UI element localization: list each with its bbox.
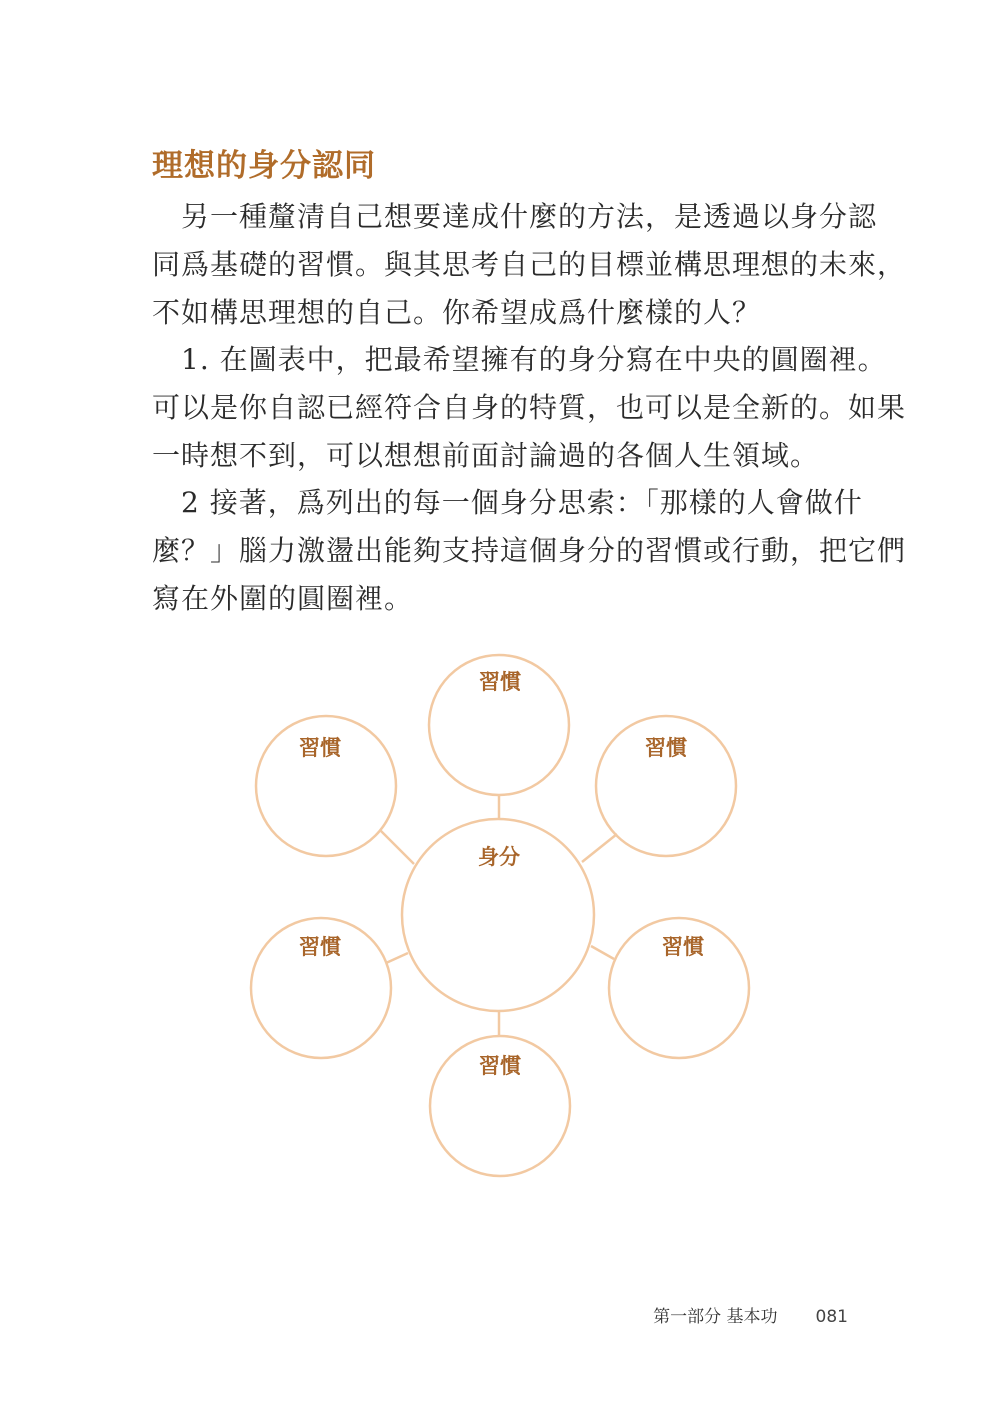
connector-line — [380, 830, 414, 864]
page-footer — [653, 1302, 848, 1327]
habit-label: 習慣 — [299, 736, 341, 760]
paragraph-step-2 — [152, 479, 907, 623]
text-line: 麼？」腦力激盪出能夠支持這個身分的習慣或行動，把它們 — [152, 534, 907, 567]
text-line: 寫在外圍的圓圈裡。 — [152, 582, 414, 615]
paragraph-intro — [152, 193, 907, 337]
habit-label: 習慣 — [299, 935, 341, 959]
footer-section: 第一部分 基本功 — [653, 1307, 778, 1327]
connector-line — [386, 953, 408, 963]
habit-label: 習慣 — [479, 670, 521, 694]
habit-label: 習慣 — [662, 935, 704, 959]
paragraph-step-1 — [152, 336, 907, 480]
habit-label: 習慣 — [479, 1054, 521, 1078]
text-line: 2 接著，爲列出的每一個身分思索：「那樣的人會做什 — [152, 486, 863, 519]
text-line: 可以是你自認已經符合自身的特質，也可以是全新的。如果 — [152, 391, 907, 424]
identity-habits-diagram — [0, 640, 1000, 1200]
text-line: 不如構思理想的自己。你希望成爲什麼樣的人？ — [152, 296, 762, 329]
page-number: 081 — [815, 1307, 848, 1327]
connector-line — [591, 946, 614, 959]
text-line: 一時想不到，可以想想前面討論過的各個人生領域。 — [152, 439, 820, 472]
section-title: 理想的身分認同 — [152, 148, 376, 184]
identity-label: 身分 — [478, 845, 520, 869]
habit-label: 習慣 — [645, 736, 687, 760]
text-line: 另一種釐清自己想要達成什麼的方法，是透過以身分認 — [152, 200, 878, 233]
text-line: 1. 在圖表中，把最希望擁有的身分寫在中央的圓圈裡。 — [152, 343, 887, 376]
connector-line — [582, 834, 617, 862]
text-line: 同爲基礎的習慣。與其思考自己的目標並構思理想的未來， — [152, 248, 907, 281]
